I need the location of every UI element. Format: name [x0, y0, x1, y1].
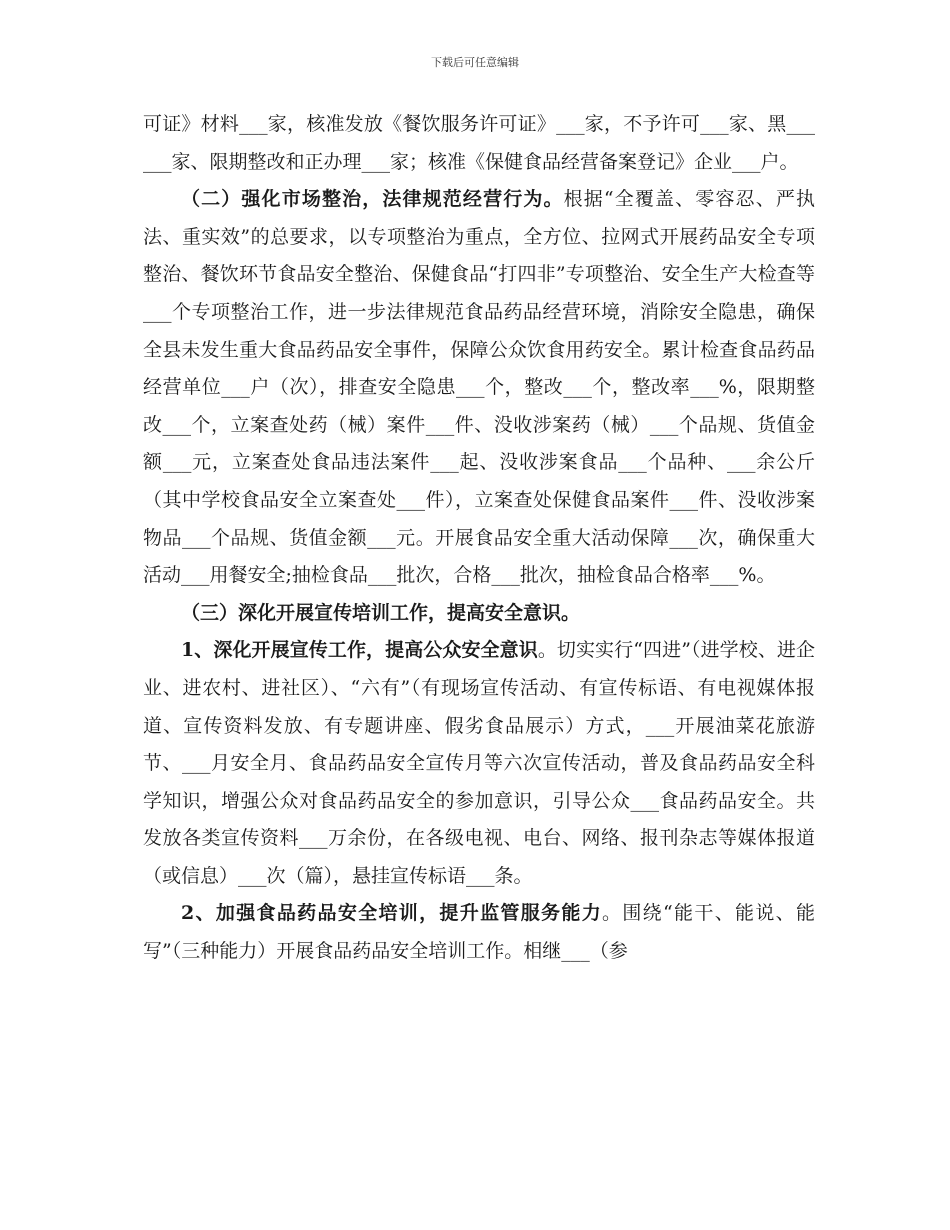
paragraph-training: [143, 895, 815, 970]
paragraph-license-stats: 可证》材料___家，核准发放《餐饮服务许可证》___家，不予许可___家、黑______家、限期整改和正办理___家；核准《保健食品经营备案登记》企业___户。: [143, 113, 815, 173]
paragraph-body: 。围绕“能干、能说、能写”（三种能力）开展食品药品安全培训工作。相继___（参: [143, 902, 815, 963]
subsection-heading-1: 1、深化开展宣传工作，提高公众安全意识: [181, 639, 538, 662]
paragraph-body: 。切实实行“四进”（进学校、进企业、进农村、进社区）、“六有”（有现场宣传活动、有宣传标语、有电视媒体报道、宣传资料发放、有专题讲座、假劣食品展示）方式，___开展油菜花旅游节、___月安全月、食品药品安全宣传月等六次宣传活动，普及食品药品安全科学知识，增强公众对食品药品安全的参加意识，引导公众___食品药品安全。共发放各类宣传资料___万余份，在各级电视、电台、网络、报刊杂志等媒体报道（或信息）___次（篇），悬挂宣传标语___条。: [143, 639, 815, 887]
section-heading-3: （三）深化开展宣传培训工作，提高安全意识。: [181, 601, 581, 624]
paragraph-body: 根据“全覆盖、零容忍、严执法、重实效”的总要求，以专项整治为重点，全方位、拉网式开展药品安全专项整治、餐饮环节食品安全整治、保健食品“打四非”专项整治、安全生产大检查等___个专项整治工作，进一步法律规范食品药品经营环境，消除安全隐患，确保全县未发生重大食品药品安全事件，保障公众饮食用药安全。累计检查食品药品经营单位___户（次），排查安全隐患___个，整改___个，整改率___%，限期整改___个，立案查处药（械）案件___件、没收涉案药（械）___个品规、货值金额___元，立案查处食品违法案件___起、没收涉案食品___个品种、___余公斤（其中学校食品安全立案查处___件），立案查处保健食品案件___件、没收涉案物品___个品规、货值金额___元。开展食品安全重大活动保障___次，确保重大活动___用餐安全;抽检食品___批次，合格___批次，抽检食品合格率___%。: [143, 188, 815, 587]
document-body: [143, 106, 815, 971]
section-heading-2: （二）强化市场整治，法律规范经营行为。: [181, 188, 564, 211]
paragraph-publicity-work: [143, 632, 815, 895]
paragraph-market-rectification: [143, 181, 815, 595]
subsection-heading-2: 2、加强食品药品安全培训，提升监管服务能力: [181, 902, 603, 925]
page-header: 下载后可任意编辑: [431, 56, 519, 69]
